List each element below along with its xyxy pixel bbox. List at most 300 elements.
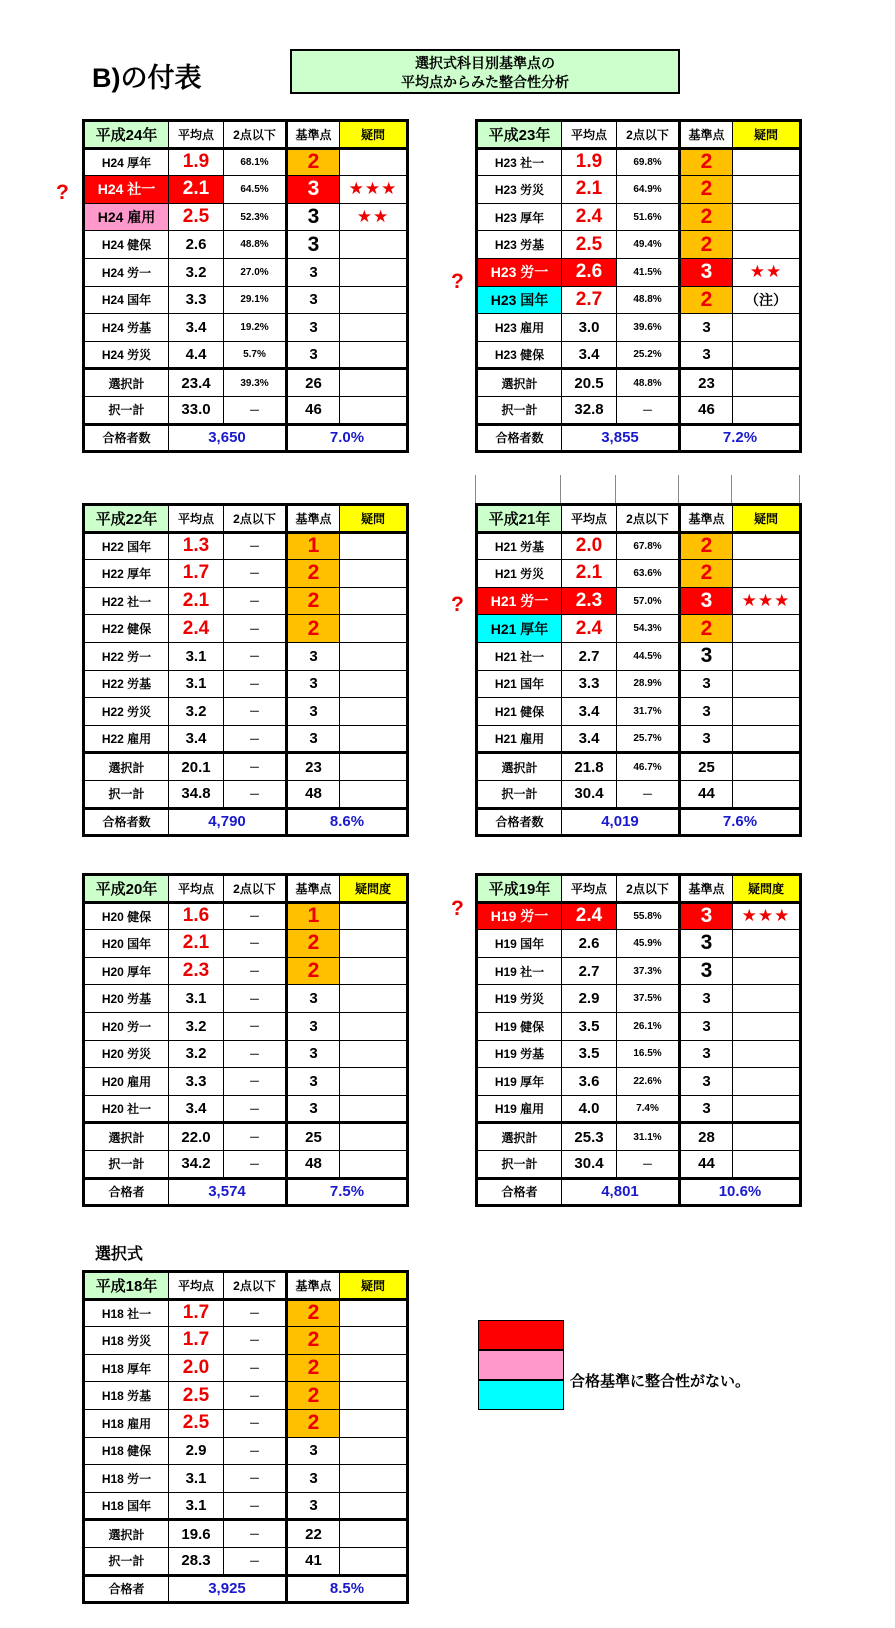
table-row (477, 1040, 801, 1068)
table-row (477, 176, 801, 204)
subject-cell: H19 労災 (477, 985, 562, 1013)
subject-cell: H24 雇用 (84, 203, 169, 231)
subject-cell: H20 労一 (84, 1012, 169, 1040)
total-base: 23 (287, 753, 340, 781)
col-header-question: 疑問 (733, 121, 801, 149)
table-row (84, 1354, 408, 1382)
total-question (733, 1123, 801, 1151)
average-cell: 3.4 (169, 1095, 224, 1123)
base-score-cell: 2 (680, 231, 733, 259)
total-average: 34.2 (169, 1150, 224, 1178)
question-cell: ★★★ (733, 902, 801, 930)
subject-cell: H20 雇用 (84, 1068, 169, 1096)
subject-cell: H18 労一 (84, 1465, 169, 1493)
base-score-cell: 2 (287, 1354, 340, 1382)
col-header-base: 基準点 (680, 121, 733, 149)
col-header-avg: 平均点 (169, 505, 224, 533)
low-score-rate-cell: － (224, 1382, 287, 1410)
low-score-rate-cell: － (224, 560, 287, 588)
table-row (84, 698, 408, 726)
header-row (477, 121, 801, 149)
base-score-cell: 3 (680, 957, 733, 985)
average-cell: 2.5 (169, 203, 224, 231)
table-row (477, 642, 801, 670)
table-row (477, 148, 801, 176)
selection-total-row (84, 753, 408, 781)
average-cell: 2.6 (562, 930, 617, 958)
header-row (84, 505, 408, 533)
table-row (477, 985, 801, 1013)
total-question (733, 753, 801, 781)
total-average: 21.8 (562, 753, 617, 781)
average-cell: 2.1 (169, 176, 224, 204)
average-cell: 3.0 (562, 314, 617, 342)
base-score-cell: 3 (680, 341, 733, 369)
table-row (84, 1327, 408, 1355)
table-row (84, 341, 408, 369)
table-row (477, 698, 801, 726)
question-cell (340, 560, 408, 588)
base-score-cell: 3 (287, 1437, 340, 1465)
question-cell (733, 725, 801, 753)
table-row (84, 286, 408, 314)
base-score-cell: 3 (680, 902, 733, 930)
total-low-rate: － (617, 780, 680, 808)
average-cell: 3.5 (562, 1012, 617, 1040)
multiple-choice-total-row (477, 396, 801, 424)
question-cell (733, 148, 801, 176)
table-row (84, 314, 408, 342)
average-cell: 2.6 (562, 258, 617, 286)
score-table-3 (475, 503, 802, 837)
subject-cell: H18 国年 (84, 1492, 169, 1520)
average-cell: 1.7 (169, 1327, 224, 1355)
average-cell: 3.1 (169, 642, 224, 670)
average-cell: 2.5 (562, 231, 617, 259)
total-average: 20.1 (169, 753, 224, 781)
subject-cell: H21 厚年 (477, 615, 562, 643)
total-average: 23.4 (169, 369, 224, 397)
low-score-rate-cell: － (224, 532, 287, 560)
col-header-base: 基準点 (680, 505, 733, 533)
question-cell (340, 314, 408, 342)
total-base: 46 (680, 396, 733, 424)
question-cell (340, 1465, 408, 1493)
average-cell: 3.3 (169, 286, 224, 314)
low-score-rate-cell: 57.0% (617, 587, 680, 615)
base-score-cell: 3 (680, 698, 733, 726)
pass-rate: 8.6% (287, 808, 408, 836)
average-cell: 2.1 (562, 176, 617, 204)
base-score-cell: 3 (287, 286, 340, 314)
table-row (477, 203, 801, 231)
average-cell: 3.4 (169, 725, 224, 753)
subject-cell: H24 労一 (84, 258, 169, 286)
table-row (477, 231, 801, 259)
legend-swatch-pink (478, 1350, 564, 1380)
grid-line (560, 475, 561, 503)
question-cell (340, 1012, 408, 1040)
base-score-cell: 3 (680, 258, 733, 286)
question-cell (340, 1095, 408, 1123)
question-cell (733, 532, 801, 560)
low-score-rate-cell: 5.7% (224, 341, 287, 369)
average-cell: 3.1 (169, 985, 224, 1013)
col-header-low: 2点以下 (224, 875, 287, 903)
base-score-cell: 3 (680, 1095, 733, 1123)
average-cell: 2.3 (169, 957, 224, 985)
low-score-rate-cell: 16.5% (617, 1040, 680, 1068)
base-score-cell: 3 (680, 1012, 733, 1040)
subject-cell: H23 国年 (477, 286, 562, 314)
subject-cell: H18 労基 (84, 1382, 169, 1410)
header-row (84, 875, 408, 903)
low-score-rate-cell: 29.1% (224, 286, 287, 314)
question-cell (340, 725, 408, 753)
question-cell (733, 957, 801, 985)
low-score-rate-cell: 26.1% (617, 1012, 680, 1040)
total-label: 選択計 (477, 753, 562, 781)
table-row (477, 560, 801, 588)
question-cell (340, 1409, 408, 1437)
col-header-question: 疑問度 (340, 875, 408, 903)
low-score-rate-cell: － (224, 902, 287, 930)
subject-cell: H23 労一 (477, 258, 562, 286)
multiple-choice-total-row (84, 1150, 408, 1178)
subject-cell: H21 労災 (477, 560, 562, 588)
total-question (340, 1123, 408, 1151)
low-score-rate-cell: 48.8% (617, 286, 680, 314)
total-base: 25 (680, 753, 733, 781)
subject-cell: H18 社一 (84, 1299, 169, 1327)
subject-cell: H22 雇用 (84, 725, 169, 753)
table-row (84, 148, 408, 176)
low-score-rate-cell: 45.9% (617, 930, 680, 958)
low-score-rate-cell: 68.1% (224, 148, 287, 176)
subject-cell: H20 労災 (84, 1040, 169, 1068)
low-score-rate-cell: － (224, 930, 287, 958)
base-score-cell: 3 (680, 930, 733, 958)
average-cell: 1.9 (169, 148, 224, 176)
passers-row (84, 1575, 408, 1603)
total-average: 20.5 (562, 369, 617, 397)
base-score-cell: 3 (287, 1095, 340, 1123)
table-row (84, 1012, 408, 1040)
grid-line (799, 475, 800, 503)
low-score-rate-cell: － (224, 615, 287, 643)
subject-cell: H20 厚年 (84, 957, 169, 985)
total-low-rate: － (224, 780, 287, 808)
low-score-rate-cell: － (224, 670, 287, 698)
total-label: 択一計 (84, 780, 169, 808)
base-score-cell: 3 (287, 985, 340, 1013)
low-score-rate-cell: 28.9% (617, 670, 680, 698)
average-cell: 3.6 (562, 1068, 617, 1096)
blank-grid-strip (475, 475, 800, 503)
table-row (84, 1095, 408, 1123)
passers-row (84, 808, 408, 836)
subject-cell: H22 労災 (84, 698, 169, 726)
subject-cell: H18 健保 (84, 1437, 169, 1465)
low-score-rate-cell: － (224, 1409, 287, 1437)
low-score-rate-cell: 25.2% (617, 341, 680, 369)
base-score-cell: 3 (287, 203, 340, 231)
total-label: 択一計 (477, 780, 562, 808)
table-row (84, 1382, 408, 1410)
passers-label: 合格者数 (477, 808, 562, 836)
subject-cell: H21 労基 (477, 532, 562, 560)
total-low-rate: － (224, 1123, 287, 1151)
subject-cell: H22 社一 (84, 587, 169, 615)
low-score-rate-cell: 7.4% (617, 1095, 680, 1123)
base-score-cell: 2 (680, 532, 733, 560)
low-score-rate-cell: 49.4% (617, 231, 680, 259)
average-cell: 3.3 (562, 670, 617, 698)
total-label: 選択計 (84, 1123, 169, 1151)
year-header: 平成20年 (84, 875, 169, 903)
question-mark-h19: ? (451, 897, 464, 920)
question-cell (340, 985, 408, 1013)
question-cell (733, 341, 801, 369)
col-header-low: 2点以下 (224, 505, 287, 533)
question-cell (733, 1068, 801, 1096)
average-cell: 3.2 (169, 1040, 224, 1068)
multiple-choice-total-row (84, 780, 408, 808)
low-score-rate-cell: － (224, 1492, 287, 1520)
selection-total-row (477, 369, 801, 397)
question-cell (340, 1040, 408, 1068)
passers-count: 3,925 (169, 1575, 287, 1603)
col-header-question: 疑問 (340, 505, 408, 533)
base-score-cell: 2 (287, 587, 340, 615)
average-cell: 2.1 (562, 560, 617, 588)
average-cell: 2.9 (562, 985, 617, 1013)
base-score-cell: 2 (680, 615, 733, 643)
legend-text: 合格基準に整合性がない。 (570, 1373, 751, 1390)
subject-cell: H21 労一 (477, 587, 562, 615)
low-score-rate-cell: － (224, 1040, 287, 1068)
base-score-cell: 2 (287, 1382, 340, 1410)
col-header-low: 2点以下 (617, 121, 680, 149)
passers-count: 3,650 (169, 424, 287, 452)
question-cell (340, 532, 408, 560)
col-header-low: 2点以下 (617, 875, 680, 903)
table-row (477, 587, 801, 615)
table-row (84, 615, 408, 643)
year-header: 平成24年 (84, 121, 169, 149)
subject-cell: H18 厚年 (84, 1354, 169, 1382)
question-cell (340, 1299, 408, 1327)
legend-swatch-red (478, 1320, 564, 1350)
total-label: 択一計 (84, 1150, 169, 1178)
low-score-rate-cell: 31.7% (617, 698, 680, 726)
pass-rate: 7.6% (680, 808, 801, 836)
multiple-choice-total-row (84, 1547, 408, 1575)
question-cell (733, 930, 801, 958)
total-low-rate: 39.3% (224, 369, 287, 397)
average-cell: 2.5 (169, 1382, 224, 1410)
question-cell (733, 560, 801, 588)
table-row (84, 1409, 408, 1437)
header-row (84, 121, 408, 149)
total-question (340, 396, 408, 424)
question-cell (733, 176, 801, 204)
selection-total-row (477, 753, 801, 781)
subject-cell: H21 国年 (477, 670, 562, 698)
base-score-cell: 3 (287, 258, 340, 286)
question-cell (733, 231, 801, 259)
average-cell: 3.2 (169, 258, 224, 286)
question-cell (340, 1437, 408, 1465)
passers-count: 3,855 (562, 424, 680, 452)
low-score-rate-cell: 64.9% (617, 176, 680, 204)
total-average: 22.0 (169, 1123, 224, 1151)
total-low-rate: 46.7% (617, 753, 680, 781)
base-score-cell: 3 (287, 670, 340, 698)
table-row (84, 670, 408, 698)
subject-cell: H21 雇用 (477, 725, 562, 753)
total-question (340, 780, 408, 808)
question-cell (340, 1068, 408, 1096)
low-score-rate-cell: － (224, 725, 287, 753)
subject-cell: H18 労災 (84, 1327, 169, 1355)
base-score-cell: 3 (680, 1068, 733, 1096)
col-header-avg: 平均点 (169, 875, 224, 903)
total-base: 46 (287, 396, 340, 424)
table-row (477, 341, 801, 369)
base-score-cell: 3 (680, 985, 733, 1013)
score-table-5 (475, 873, 802, 1207)
low-score-rate-cell: － (224, 1299, 287, 1327)
passers-label: 合格者数 (477, 424, 562, 452)
subject-cell: H21 健保 (477, 698, 562, 726)
subject-cell: H18 雇用 (84, 1409, 169, 1437)
question-cell (340, 231, 408, 259)
passers-label: 合格者数 (84, 808, 169, 836)
question-cell (340, 286, 408, 314)
question-cell (340, 1354, 408, 1382)
passers-row (84, 424, 408, 452)
low-score-rate-cell: 44.5% (617, 642, 680, 670)
col-header-base: 基準点 (680, 875, 733, 903)
average-cell: 2.9 (169, 1437, 224, 1465)
subject-cell: H24 労基 (84, 314, 169, 342)
low-score-rate-cell: － (224, 1354, 287, 1382)
total-label: 択一計 (84, 396, 169, 424)
total-low-rate: － (224, 396, 287, 424)
average-cell: 2.7 (562, 957, 617, 985)
year-header: 平成19年 (477, 875, 562, 903)
average-cell: 3.1 (169, 1465, 224, 1493)
total-low-rate: － (617, 396, 680, 424)
total-average: 32.8 (562, 396, 617, 424)
question-cell (733, 203, 801, 231)
pass-rate: 7.5% (287, 1178, 408, 1206)
base-score-cell: 2 (287, 1327, 340, 1355)
table-row (84, 176, 408, 204)
average-cell: 1.3 (169, 532, 224, 560)
average-cell: 1.7 (169, 560, 224, 588)
low-score-rate-cell: 37.3% (617, 957, 680, 985)
score-table-1 (475, 119, 802, 453)
subject-cell: H23 雇用 (477, 314, 562, 342)
total-low-rate: － (617, 1150, 680, 1178)
total-question (733, 369, 801, 397)
question-cell (340, 587, 408, 615)
low-score-rate-cell: 48.8% (224, 231, 287, 259)
average-cell: 4.0 (562, 1095, 617, 1123)
subject-cell: H19 労基 (477, 1040, 562, 1068)
average-cell: 2.4 (562, 902, 617, 930)
subject-cell: H19 雇用 (477, 1095, 562, 1123)
average-cell: 2.7 (562, 286, 617, 314)
score-table-0 (82, 119, 409, 453)
total-low-rate: － (224, 753, 287, 781)
average-cell: 3.1 (169, 670, 224, 698)
total-label: 択一計 (477, 396, 562, 424)
total-low-rate: － (224, 1547, 287, 1575)
question-cell (340, 930, 408, 958)
year-header: 平成21年 (477, 505, 562, 533)
table-row (84, 1299, 408, 1327)
base-score-cell: 2 (287, 615, 340, 643)
col-header-low: 2点以下 (617, 505, 680, 533)
score-table-6 (82, 1270, 409, 1604)
question-cell (733, 1012, 801, 1040)
selection-total-row (477, 1123, 801, 1151)
question-cell: ★★★ (733, 587, 801, 615)
col-header-base: 基準点 (287, 1272, 340, 1300)
total-low-rate: － (224, 1150, 287, 1178)
subject-cell: H23 労災 (477, 176, 562, 204)
base-score-cell: 3 (287, 698, 340, 726)
table-row (477, 930, 801, 958)
base-score-cell: 3 (287, 341, 340, 369)
col-header-base: 基準点 (287, 505, 340, 533)
selection-total-row (84, 1520, 408, 1548)
total-base: 41 (287, 1547, 340, 1575)
average-cell: 2.4 (169, 615, 224, 643)
total-base: 44 (680, 1150, 733, 1178)
table-row (84, 1437, 408, 1465)
base-score-cell: 3 (287, 1068, 340, 1096)
pass-rate: 7.0% (287, 424, 408, 452)
low-score-rate-cell: 67.8% (617, 532, 680, 560)
table-row (477, 902, 801, 930)
base-score-cell: 2 (287, 560, 340, 588)
total-label: 選択計 (477, 1123, 562, 1151)
question-cell (340, 670, 408, 698)
base-score-cell: 3 (287, 1465, 340, 1493)
total-question (340, 1150, 408, 1178)
low-score-rate-cell: － (224, 1012, 287, 1040)
low-score-rate-cell: － (224, 1068, 287, 1096)
question-cell: ★★ (340, 203, 408, 231)
passers-row (477, 1178, 801, 1206)
base-score-cell: 3 (287, 314, 340, 342)
table-row (84, 203, 408, 231)
question-cell (340, 642, 408, 670)
low-score-rate-cell: 27.0% (224, 258, 287, 286)
subject-cell: H20 健保 (84, 902, 169, 930)
passers-label: 合格者 (84, 1575, 169, 1603)
average-cell: 2.6 (169, 231, 224, 259)
question-cell: ★★ (733, 258, 801, 286)
question-cell (733, 314, 801, 342)
table-row (477, 1012, 801, 1040)
passers-count: 3,574 (169, 1178, 287, 1206)
selection-total-row (84, 1123, 408, 1151)
